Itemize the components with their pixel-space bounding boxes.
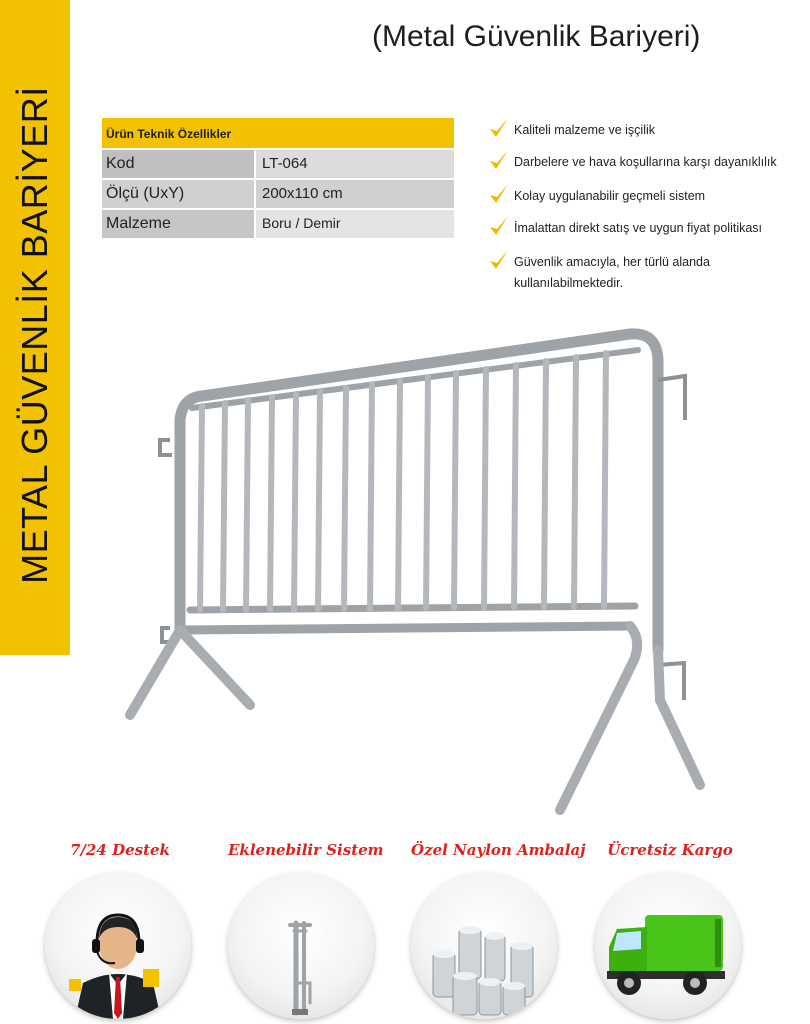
check-icon bbox=[488, 117, 510, 141]
service-badges bbox=[0, 835, 810, 1024]
side-band bbox=[0, 0, 70, 655]
check-icon bbox=[488, 215, 510, 239]
spec-label: Kod bbox=[102, 150, 254, 178]
check-icon bbox=[488, 249, 510, 273]
feature-item: İmalattan direkt satış ve uygun fiyat politikası bbox=[488, 218, 762, 239]
badge-circle bbox=[45, 873, 191, 1019]
feature-item: Güvenlik amacıyla, her türlü alanda kullanılabilmektedir. bbox=[488, 252, 728, 294]
page-title: (Metal Güvenlik Bariyeri) bbox=[372, 20, 701, 53]
spec-row bbox=[102, 150, 454, 178]
badge-label: Eklenebilir Sistem bbox=[228, 841, 384, 859]
badge-circle bbox=[595, 873, 741, 1019]
spec-row bbox=[102, 180, 454, 208]
barrier-connector-icon bbox=[228, 873, 374, 1019]
spec-row bbox=[102, 210, 454, 238]
feature-item: Kolay uygulanabilir geçmeli sistem bbox=[488, 186, 705, 207]
badge-circle bbox=[228, 873, 374, 1019]
check-icon bbox=[488, 183, 510, 207]
badge-label: 7/24 Destek bbox=[70, 841, 170, 859]
spec-table-heading: Ürün Teknik Özellikler bbox=[102, 118, 454, 148]
metal-barrier-image bbox=[110, 320, 710, 820]
side-title: METAL GÜVENLİK BARİYERİ bbox=[14, 86, 55, 584]
spec-value: 200x110 cm bbox=[256, 180, 454, 208]
spec-value: LT-064 bbox=[256, 150, 454, 178]
delivery-truck-icon bbox=[595, 873, 741, 1019]
badge-circle bbox=[411, 873, 557, 1019]
nylon-rolls-icon bbox=[411, 873, 557, 1019]
check-icon bbox=[488, 149, 510, 173]
spec-table bbox=[102, 118, 454, 238]
badge-label: Özel Naylon Ambalaj bbox=[411, 841, 586, 859]
spec-label: Ölçü (UxY) bbox=[102, 180, 254, 208]
support-agent-icon bbox=[45, 873, 191, 1019]
badge-label: Ücretsiz Kargo bbox=[607, 841, 733, 859]
spec-value: Boru / Demir bbox=[256, 210, 454, 238]
spec-label: Malzeme bbox=[102, 210, 254, 238]
feature-item: Kaliteli malzeme ve işçilik bbox=[488, 120, 655, 141]
feature-item: Darbelere ve hava koşullarına karşı dayanıklılık bbox=[488, 152, 777, 173]
